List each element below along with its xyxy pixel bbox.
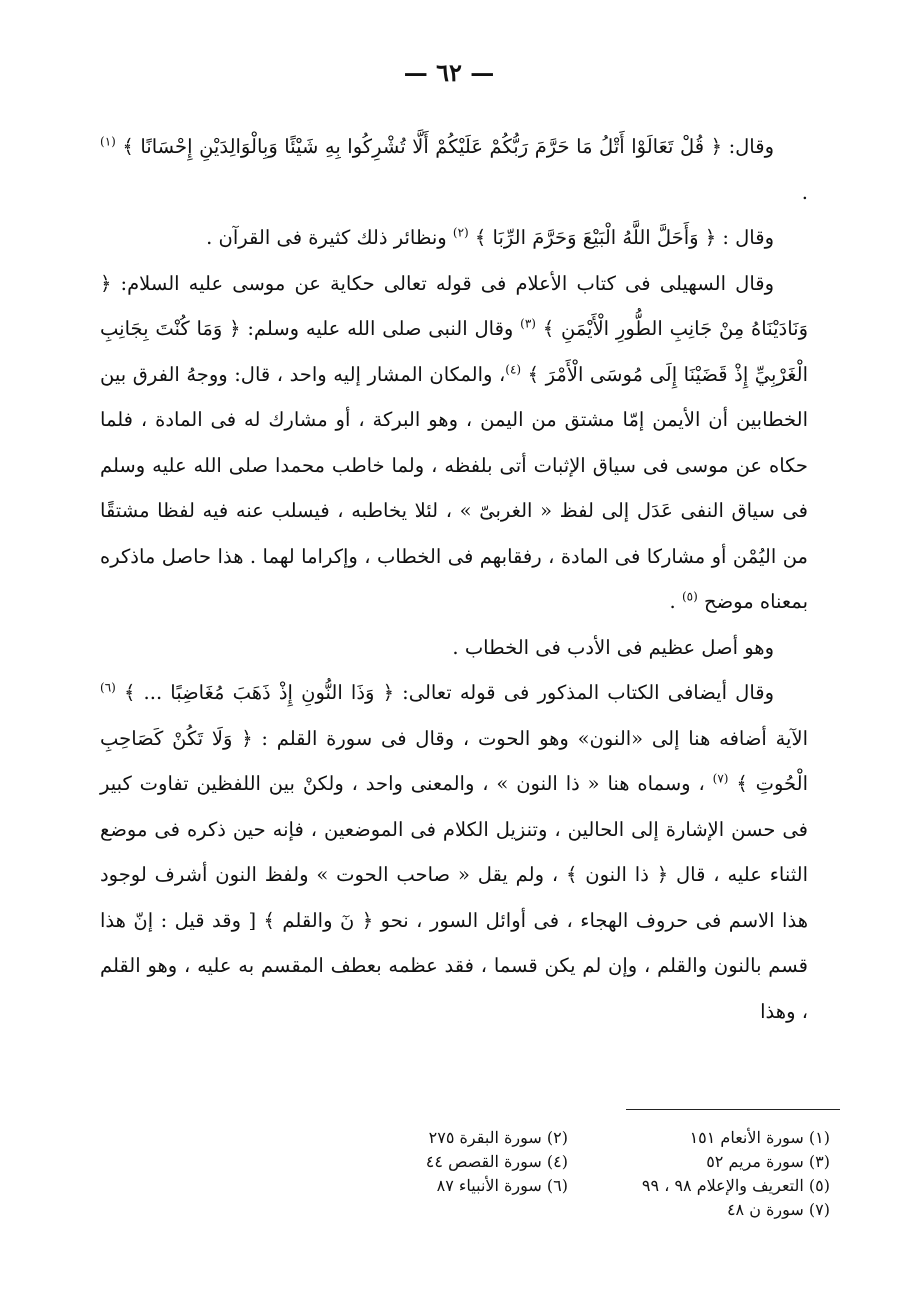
footnote-ref: (٧) [712,771,729,786]
footnote-ref: (٣) [520,316,536,331]
paragraph-text: وقال النبى صلى الله عليه وسلم: ﴿ وَمَا كُنْتَ بِجَانِبِ الْغَرْبِيِّ إِذْ قَضَيْنَا إِلَى مُوسَى الْأَمْرَ ﴾ [100,317,808,386]
footnote: (٦) سورة الأنبياء ٨٧ [436,1176,568,1195]
footnote-row [290,1198,830,1222]
paragraph-text: وقال السهيلى فى كتاب الأعلام فى قوله تعالى حكاية عن موسى عليه السلام: ﴿ وَنَادَيْنَاهُ مِنْ جَانِبِ الطُّورِ الْأَيْمَنِ ﴾ [100,271,808,340]
footnote-ref: (٥) [681,589,698,604]
paragraph-text: ، وسماه هنا « ذا النون » ، والمعنى واحد ، ولكنْ بين اللفظين تفاوت كبير فى حسن الإشارة إلى الحالين ، وتنزيل الكلام فى الموضعين ، فإنه حين ذكره فى موضع الثناء عليه ، قال ﴿ ذا النون ﴾ ، ولم يقل « صاحب الحوت » ولفظ النون أشرف لوجود هذا الاسم فى حروف الهجاء ، فى أوائل السور ، نحو ﴿ نٓ والقلم ﴾ [ وقد قيل : إنّ هذا قسم بالنون والقلم ، وإن لم يكن قسما ، فقد عظمه بعطف المقسم به عليه ، وهو القلم ، وهذا [100,772,808,1023]
footnote-ref: (٤) [505,362,522,376]
paragraph-text: وقال : ﴿ وَأَحَلَّ اللَّهُ الْبَيْعَ وَحَرَّمَ الرِّبَا ﴾ [474,226,774,249]
paragraph-5 [100,670,808,1034]
footnote-ref: (١) [100,134,116,149]
paragraph-text: . [669,590,682,613]
paragraph-text: . [801,180,808,204]
paragraph-1 [100,124,808,215]
footnote: (٧) سورة ن ٤٨ [726,1200,830,1219]
footnote-separator [626,1109,840,1110]
footnote [306,1198,568,1222]
footnote-ref: (٦) [100,680,116,695]
paragraph-text: ونظائر ذلك كثيرة فى القرآن . [206,226,453,249]
footnote-row [290,1150,830,1174]
paragraph-2 [100,215,808,261]
footnote: (٥) التعريف والإعلام ٩٨ ، ٩٩ [641,1176,830,1195]
paragraph-4 [100,625,808,671]
paragraph-text: الآية أضافه هنا إلى «النون» وهو الحوت ، وقال فى سورة القلم : ﴿ وَلَا تَكُنْ كَصَاحِبِ الْحُوتِ ﴾ [100,726,808,795]
footnote: (٣) سورة مريم ٥٢ [706,1152,830,1171]
paragraph-text: وهو أصل عظيم فى الأدب فى الخطاب . [452,635,774,659]
footnote: (٢) سورة البقرة ٢٧٥ [428,1128,568,1147]
main-text [100,124,808,1034]
page-number: — ٦٢ — [403,58,495,87]
paragraph-text: وقال: ﴿ قُلْ تَعَالَوْا أَتْلُ مَا حَرَّمَ رَبُّكُمْ عَلَيْكُمْ أَلَّا تُشْرِكُوا بِهِ شَيْئًا وَبِالْوَالِدَيْنِ إِحْسَانًا ﴾ [122,135,774,158]
footnote-row [290,1174,830,1198]
footnote-row [290,1126,830,1150]
footnote: (٤) سورة القصص ٤٤ [425,1152,568,1171]
footnotes [290,1126,830,1222]
paragraph-text: ، والمكان المشار إليه واحد ، قال: ووجهُ الفرق بين الخطابين أن الأيمن إمّا مشتق من اليمن ، وهو البركة ، أو مشارك له فى المادة ، فلما حكاه عن موسى فى سياق الإثبات أتى بلفظه ، ولما خاطب محمدا صلى الله عليه وسلم فى سياق النفى عَدَل إلى لفظ « الغربىّ » ، لئلا يخاطبه ، فيسلب عنه فيه لفظا مشتقًا من اليُمْن أو مشاركا فى المادة ، رفقابهم فى الخطاب ، وإكراما لهما . هذا حاصل ماذكره بمعناه موضح [100,362,808,613]
paragraph-text: وقال أيضافى الكتاب المذكور فى قوله تعالى: ﴿ وَذَا النُّونِ إِذْ ذَهَبَ مُغَاضِبًا ... ﴾ [123,681,774,704]
footnote-ref: (٢) [452,225,469,240]
paragraph-3 [100,261,808,625]
footnote: (١) سورة الأنعام ١٥١ [689,1128,830,1147]
